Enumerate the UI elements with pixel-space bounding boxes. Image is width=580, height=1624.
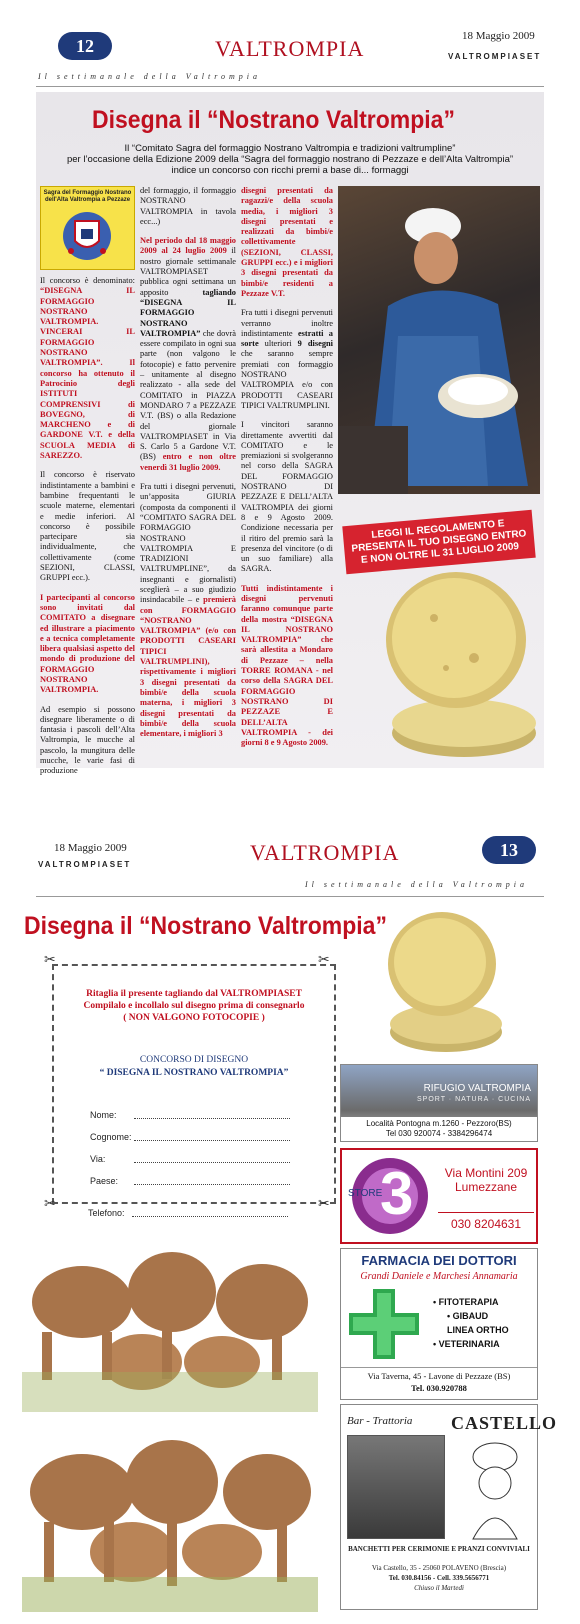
col1-lead: Il concorso è denominato:	[40, 276, 135, 285]
deadline-banner: LEGGI IL REGOLAMENTO E PRESENTA IL TUO DISEGNO ENTRO E NON OLTRE IL 31 LUGLIO 2009	[342, 510, 535, 574]
street-field[interactable]	[90, 1154, 290, 1164]
cow-group-top	[32, 1252, 308, 1390]
ad-rifugio[interactable]	[340, 1064, 538, 1142]
coupon-contest-name: “ DISEGNA IL NOSTRANO VALTROMPIA”	[99, 1068, 289, 1078]
scissors-icon: ✂	[44, 952, 56, 968]
castello-label: Bar - Trattoria	[347, 1415, 413, 1427]
castello-name: CASTELLO	[451, 1413, 558, 1433]
castello-tagline: BANCHETTI PER CERIMONIE E PRANZI CONVIVIALI	[348, 1545, 530, 1553]
article-column-2	[140, 186, 236, 762]
brand: VALTROMPIASET	[38, 860, 132, 869]
ad-farmacia[interactable]	[340, 1248, 538, 1400]
shield-icon	[41, 207, 134, 265]
issue-date: 18 Maggio 2009	[54, 842, 127, 854]
scissors-icon: ✂	[44, 1196, 56, 1212]
col3-draw-count: 9 disegni	[297, 339, 333, 349]
farmacia-title: FARMACIA DEI DOTTORI	[361, 1253, 517, 1268]
coupon-contest-title: CONCORSO DI DISEGNO	[139, 1055, 249, 1065]
scissors-icon: ✂	[318, 952, 330, 968]
phone-field[interactable]	[88, 1208, 288, 1218]
castello-contact	[341, 1563, 537, 1593]
page-number: 13	[482, 836, 536, 864]
castello-closed-day: Chiuso il Martedì	[414, 1584, 464, 1592]
page-13	[0, 812, 580, 1624]
article-column-3	[241, 186, 333, 762]
col3-prizes: disegni presentati da ragazzi/e della scuola media, i migliori 3 disegni presentati e realizzati da bimbi/e collettivamente (SEZIONI, CLASSI, GRUPPI ecc.) e i migliori 3 disegni presentati da bimbi/e residenti a Pezzaze V.T.	[241, 186, 333, 298]
col2-coupon: tagliando “DISEGNA IL FORMAGGIO NOSTRANO VALTROMPIA”	[140, 287, 236, 338]
col3-winners: I vincitori saranno direttamente avvertiti dal COMITATO e le premiazioni si svolgeranno nel corso della SAGRA DEL FORMAGGIO NOSTRANO DI PEZZAZE E DELL’ALTA VALTROMPIA dei giorni 8 e 9 Agosto 2009. Condizione necessaria per il ritiro del premio sarà la presenza del vincitore (o di un suo familiare) alla SAGRA.	[241, 420, 333, 574]
col3-draw-mid: ulteriori	[258, 339, 298, 349]
col2-deadline: entro e non oltre venerdì 31 luglio 2009.	[140, 452, 236, 472]
cheesemaker-figure	[338, 186, 540, 494]
col1-eligibility: Il concorso è riservato indistintamente a bambini e bambine frequentanti le scuole materne, elementari e medie inferiori. Al concorso è possibile partecipare sia individualmente, che collettivamente (come SEZIONI, CLASSI, GRUPPI ecc.).	[40, 470, 135, 583]
logo-caption: Sagra del Formaggio Nostrano dell'Alta Valtrompia a Pezzaze	[43, 190, 132, 203]
header-rule	[36, 896, 544, 897]
castello-address: Via Castello, 35 - 25060 POLAVENO (Brescia)	[371, 1564, 507, 1572]
coupon-instr-2: Compilalo e incollalo sul disegno prima di consegnarlo	[83, 1001, 305, 1011]
cheese-wheel-image	[380, 908, 506, 1058]
masthead: VALTROMPIA	[215, 36, 365, 61]
store-word: STORE	[348, 1188, 383, 1199]
ad-castello[interactable]	[340, 1404, 558, 1610]
scissors-icon: ✂	[318, 1196, 330, 1212]
article-column-1	[40, 276, 135, 776]
col3-draw: Fra tutti i disegni pervenuti verranno inoltre indistintamente	[241, 308, 333, 338]
col2-period: Nel periodo dal 18 maggio 2009 al 24 luglio 2009	[140, 236, 236, 256]
chef-icon	[459, 1439, 529, 1539]
col1-examples: Ad esempio si possono disegnare liberamente o di fantasia i pascoli dell’Alta Valtrompia, le mucche al pascolo, la mungitura delle mucche, le varie fasi di produzione	[40, 704, 135, 776]
surname-label: Cognome:	[90, 1132, 132, 1142]
col1-invitation: I partecipanti al concorso sono invitati dal COMITATO a disegnare ed illustrare a piacimento e a tecnica completamente libera qualsiasi aspetto del mondo di produzione del FORMAGGIO NOSTRANO VALTROMPIA.	[40, 592, 135, 695]
col2-intro: del formaggio, il formaggio NOSTRANO VALTROMPIA in tavola ecc...)	[140, 186, 236, 226]
rifugio-address: Località Pontogna m.1260 - Pezzoro(BS)	[366, 1119, 512, 1128]
masthead-subtitle: Il settimanale della Valtrompia	[305, 880, 529, 889]
col2-delivery: che dovrà essere compilato in ogni sua parte (non valgono le fotocopie) e fatto pervenire – unitamente al disegno realizzato - alla sede del COMITATO in PIAZZA MONDARO 7 a PEZZAZE V.T. (BS) o alla Redazione del giornale VALTROMPIASET in Via S. Carlo 5 a Gardone V.T. (BS)	[140, 328, 236, 462]
store-city: Lumezzane	[454, 1180, 518, 1194]
farmacia-phone: Tel. 030.920788	[411, 1383, 467, 1393]
surname-field[interactable]	[90, 1132, 290, 1142]
store-address	[438, 1166, 534, 1194]
farmacia-service: • VETERINARIA	[433, 1339, 500, 1349]
name-label: Nome:	[90, 1110, 117, 1120]
col2-text: il nostro giornale settimanale VALTROMPIASET pubblica ogni settimana un apposito	[140, 246, 237, 297]
castello-dining-photo	[347, 1435, 445, 1539]
col3-draw-bold: estratti a sorte	[241, 328, 333, 349]
brand: VALTROMPIASET	[448, 52, 542, 61]
rifugio-contact	[341, 1117, 537, 1141]
entry-coupon[interactable]	[52, 964, 336, 1204]
col1-contest-name: “DISEGNA IL FORMAGGIO NOSTRANO VALTROMPIA. VINCERAI IL FORMAGGIO NOSTRANO VALTROMPIA”. Il concorso ha ottenuto il Patrocinio degli ISTITUTI COMPRENSIVI di BOVEGNO, di MARCHENO e di GARDONE V.T. e della SCUOLA MEDIA di SAREZZO.	[40, 286, 135, 461]
farmacia-services	[433, 1295, 533, 1351]
farmacia-service: LINEA ORTHO	[447, 1325, 509, 1335]
masthead: VALTROMPIA	[250, 840, 400, 865]
store-number: 3	[380, 1160, 414, 1227]
farmacia-contact	[341, 1367, 537, 1394]
pharmacy-cross-icon	[347, 1287, 421, 1361]
town-label: Paese:	[90, 1176, 119, 1186]
col3-draw-end: che saranno sempre premiati con formaggio NOSTRANO VALTROMPIA e/o con PRODOTTI CASEARI TIPICI VALTRUMPLINI.	[241, 349, 333, 410]
rifugio-phone: Tel 030 920074 - 3384296474	[385, 1129, 493, 1138]
cow-group-bottom	[30, 1440, 311, 1586]
intro-line-3: indice un concorso con ricchi premi a base di... formaggi	[171, 165, 409, 176]
sagra-logo	[40, 186, 135, 270]
header-rule	[36, 86, 544, 87]
street-label: Via:	[90, 1154, 106, 1164]
farmacia-service: • FITOTERAPIA	[433, 1297, 499, 1307]
ad-store3[interactable]	[340, 1148, 538, 1244]
rifugio-name: RIFUGIO VALTROMPIA	[423, 1083, 531, 1094]
cows-illustration	[22, 1222, 318, 1612]
intro	[36, 143, 544, 176]
headline: Disegna il “Nostrano Valtrompia”	[24, 912, 387, 940]
store-street: Via Montini 209	[444, 1166, 528, 1180]
castello-phone: Tel. 030.84156 - Cell. 339.5656771	[388, 1574, 490, 1582]
coupon-instr-1: Ritaglia il presente tagliando dal VALTROMPIASET	[86, 989, 302, 999]
coupon-instr-3: ( NON VALGONO FOTOCOPIE )	[123, 1013, 265, 1023]
name-field[interactable]	[90, 1110, 290, 1120]
masthead-subtitle: Il settimanale della Valtrompia	[38, 72, 262, 81]
intro-line-1: Il “Comitato Sagra del formaggio Nostrano Valtrompia e tradizioni valtrumpline”	[124, 143, 456, 154]
farmacia-owners: Grandi Daniele e Marchesi Annamaria	[360, 1271, 518, 1282]
issue-date: 18 Maggio 2009	[462, 30, 535, 42]
cheese-wheel-image	[374, 568, 540, 764]
page-number: 12	[58, 32, 112, 60]
cheesemaker-photo	[338, 186, 540, 494]
col3-exhibition: Tutti indistintamente i disegni pervenuti faranno comunque parte della mostra “DISEGNA IL NOSTRANO VALTROMPIA” che sarà allestita a Mondaro di Pezzaze – nella TORRE ROMANA - nel corso della SAGRA DEL FORMAGGIO NOSTRANO DI PEZZAZE E DELL’ALTA VALTROMPIA - dei giorni 8 e 9 Agosto 2009.	[241, 583, 333, 748]
col2-prizes: premierà con FORMAGGIO “NOSTRANO VALTROMPIA” (e/o con PRODOTTI CASEARI TIPICI VALTRUMPLINI), rispettivamente i migliori 3 disegni presentati da bimbi/e della scuola materna, i migliori 3 disegni presentati da bimbi/e della scuola elementare, i migliori 3	[140, 595, 236, 739]
rifugio-tagline: SPORT · NATURA · CUCINA	[416, 1096, 531, 1103]
phone-label: Telefono:	[88, 1208, 125, 1218]
farmacia-address: Via Taverna, 45 - Lavone di Pezzaze (BS)	[367, 1371, 511, 1381]
intro-line-2: per l’occasione della Edizione 2009 della “Sagra del formaggio nostrano di Pezzaze e dell’Alta Valtrompia”	[66, 154, 514, 165]
farmacia-service: • GIBAUD	[447, 1311, 489, 1321]
town-field[interactable]	[90, 1176, 290, 1186]
headline: Disegna il “Nostrano Valtrompia”	[92, 106, 455, 134]
store-phone: 030 8204631	[438, 1212, 534, 1231]
coupon-contest	[54, 1054, 334, 1080]
col2-jury: Fra tutti i disegni pervenuti, un’apposita GIURIA (composta da componenti il “COMITATO SAGRA DEL FORMAGGIO NOSTRANO VALTROMPIA E TRADIZIONI VALTRUMPLINE”, da insegnanti e giornalisti) sceglierà – a suo giudizio insindacabile – e	[140, 482, 236, 605]
coupon-instructions	[54, 988, 334, 1024]
